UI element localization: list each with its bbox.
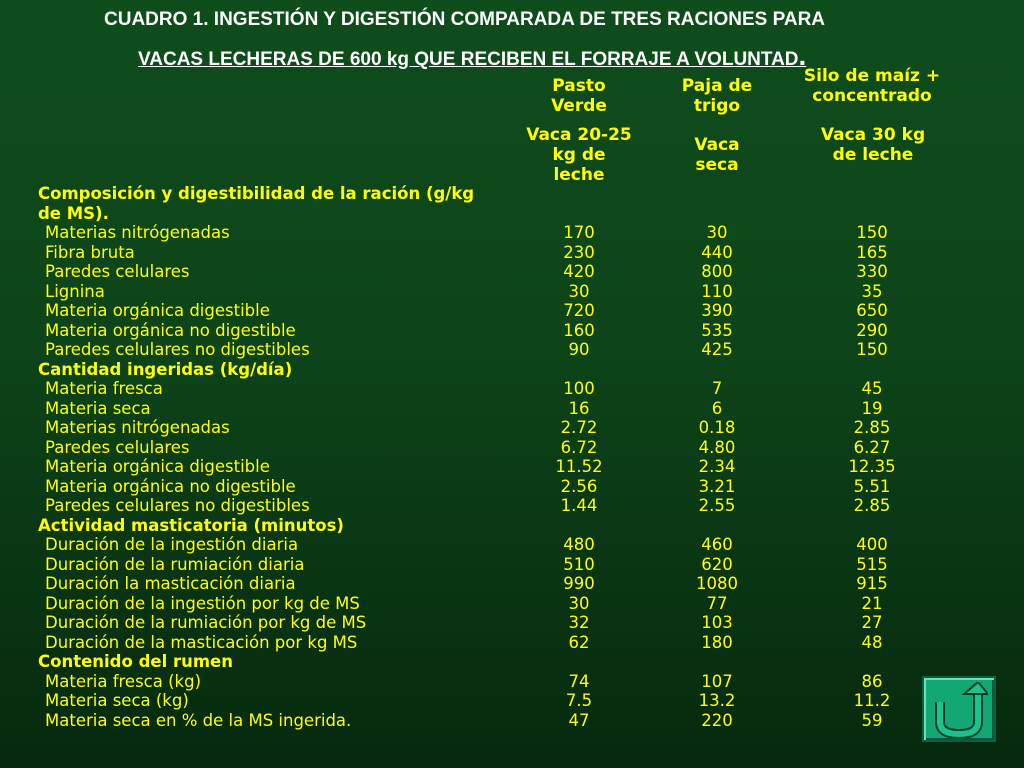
row-label: Paredes celulares [45,262,190,281]
cell-value: 21 [861,593,883,613]
cell-value: 27 [861,613,883,632]
column-header-feed-3: Silo de maíz + concentrado [803,66,941,106]
cell-value: 165 [856,242,888,262]
table-row [38,340,958,360]
cell-value: 390 [701,301,733,320]
cell-value: 16 [568,398,590,418]
row-label: Duración de la rumiación diaria [45,554,305,574]
section-heading: Cantidad ingeridas (kg/día) [38,359,293,379]
table-row [38,691,958,711]
cell-value: 290 [856,320,888,340]
table-row [38,555,958,575]
table-row [38,282,958,302]
table-row [38,379,958,399]
row-label: Materias nitrógenadas [45,418,230,437]
table-row [38,321,958,341]
slide-title-line2 [138,40,807,71]
table-row [38,399,958,419]
cell-value: 11.52 [555,457,603,476]
cell-value: 2.85 [853,418,891,437]
cell-value: 2.55 [698,496,736,515]
cell-value: 5.51 [853,476,891,496]
cell-value: 90 [568,340,590,359]
table-row [38,438,958,458]
row-label: Materia seca en % de la MS ingerida. [45,710,352,730]
row-label: Materia fresca [45,379,163,398]
cell-value: 13.2 [698,691,736,710]
cell-value: 990 [563,574,595,593]
section-heading: Actividad masticatoria (minutos) [38,515,344,535]
slide-title-line2-text: VACAS LECHERAS DE 600 kg QUE RECIBEN EL FORRAJE A VOLUNTAD [138,49,799,70]
section-heading: Composición y digestibilidad de la ración (g/kg de MS). [38,184,475,223]
cell-value: 0.18 [698,418,736,437]
cell-value: 107 [701,671,733,691]
row-label: Duración de la masticación por kg MS [45,632,358,652]
cell-value: 150 [856,340,888,359]
column-header-animal-2: Vaca seca [694,135,740,175]
cell-value: 2.85 [853,496,891,515]
slide-title-line1: CUADRO 1. INGESTIÓN Y DIGESTIÓN COMPARADA DE TRES RACIONES PARA [104,9,826,30]
row-label: Lignina [45,281,105,301]
cell-value: 47 [568,710,590,730]
row-label: Fibra bruta [45,242,135,262]
column-header-feed-2: Paja de trigo [681,76,753,116]
table-row [38,613,958,633]
cell-value: 515 [856,554,888,574]
cell-value: 180 [701,632,733,652]
cell-value: 150 [856,223,888,242]
cell-value: 12.35 [848,457,896,476]
table-row [38,496,958,516]
row-label: Materia orgánica no digestible [45,320,296,340]
cell-value: 650 [856,301,888,320]
row-label: Paredes celulares no digestibles [45,340,310,359]
cell-value: 480 [563,535,595,554]
cell-value: 6.27 [853,437,891,457]
table-row [38,301,958,321]
column-header-feed-1: Pasto Verde [551,76,607,116]
cell-value: 48 [861,632,883,652]
column-header-animal-1: Vaca 20-25 kg de leche [526,125,632,185]
row-label: Duración de la rumiación por kg de MS [45,613,367,632]
cell-value: 45 [861,379,883,398]
table-row [38,535,958,555]
cell-value: 110 [701,281,733,301]
row-label: Materia seca [45,398,151,418]
table-row [38,418,958,438]
row-label: Materia orgánica digestible [45,301,270,320]
cell-value: 11.2 [853,691,891,710]
cell-value: 4.80 [698,437,736,457]
row-label: Materia orgánica no digestible [45,476,296,496]
cell-value: 1.44 [560,496,598,515]
cell-value: 400 [856,535,888,554]
cell-value: 440 [701,242,733,262]
u-turn-return-icon [930,682,988,738]
table-row [38,457,958,477]
cell-value: 7.5 [565,691,593,710]
cell-value: 800 [701,262,733,281]
row-label: Duración la masticación diaria [45,574,296,593]
table-row [38,477,958,497]
cell-value: 720 [563,301,595,320]
cell-value: 2.34 [698,457,736,476]
table-row [38,223,958,243]
cell-value: 103 [701,613,733,632]
cell-value: 74 [568,671,590,691]
row-label: Duración de la ingestión diaria [45,535,299,554]
table-row [38,574,958,594]
row-label: Paredes celulares no digestibles [45,496,310,515]
cell-value: 30 [568,281,590,301]
table-row [38,672,958,692]
cell-value: 100 [563,379,595,398]
cell-value: 86 [861,671,883,691]
table-row [38,594,958,614]
cell-value: 535 [701,320,733,340]
cell-value: 1080 [696,574,738,593]
cell-value: 510 [563,554,595,574]
cell-value: 2.56 [560,476,598,496]
cell-value: 30 [568,593,590,613]
cell-value: 160 [563,320,595,340]
row-label: Materias nitrógenadas [45,223,230,242]
cell-value: 420 [563,262,595,281]
cell-value: 460 [701,535,733,554]
cell-value: 2.72 [560,418,598,437]
cell-value: 62 [568,632,590,652]
cell-value: 620 [701,554,733,574]
table-row [38,633,958,653]
row-label: Duración de la ingestión por kg de MS [45,593,360,613]
table-row [38,262,958,282]
cell-value: 30 [706,223,728,242]
cell-value: 35 [861,281,883,301]
cell-value: 7 [711,379,723,398]
table-row [38,711,958,731]
table-row [38,243,958,263]
cell-value: 220 [701,710,733,730]
cell-value: 59 [861,710,883,730]
back-button[interactable] [922,676,996,742]
cell-value: 19 [861,398,883,418]
slide-title-line2-period: . [798,40,807,71]
row-label: Materia fresca (kg) [45,671,202,691]
row-label: Paredes celulares [45,437,190,457]
row-label: Materia orgánica digestible [45,457,270,476]
column-header-animal-3: Vaca 30 kg de leche [820,125,926,165]
cell-value: 3.21 [698,476,736,496]
cell-value: 77 [706,593,728,613]
cell-value: 6 [711,398,723,418]
cell-value: 425 [701,340,733,359]
cell-value: 6.72 [560,437,598,457]
cell-value: 915 [856,574,888,593]
data-table [38,184,958,730]
cell-value: 330 [856,262,888,281]
cell-value: 230 [563,242,595,262]
cell-value: 32 [568,613,590,632]
row-label: Materia seca (kg) [45,691,189,710]
cell-value: 170 [563,223,595,242]
section-heading: Contenido del rumen [38,652,233,671]
